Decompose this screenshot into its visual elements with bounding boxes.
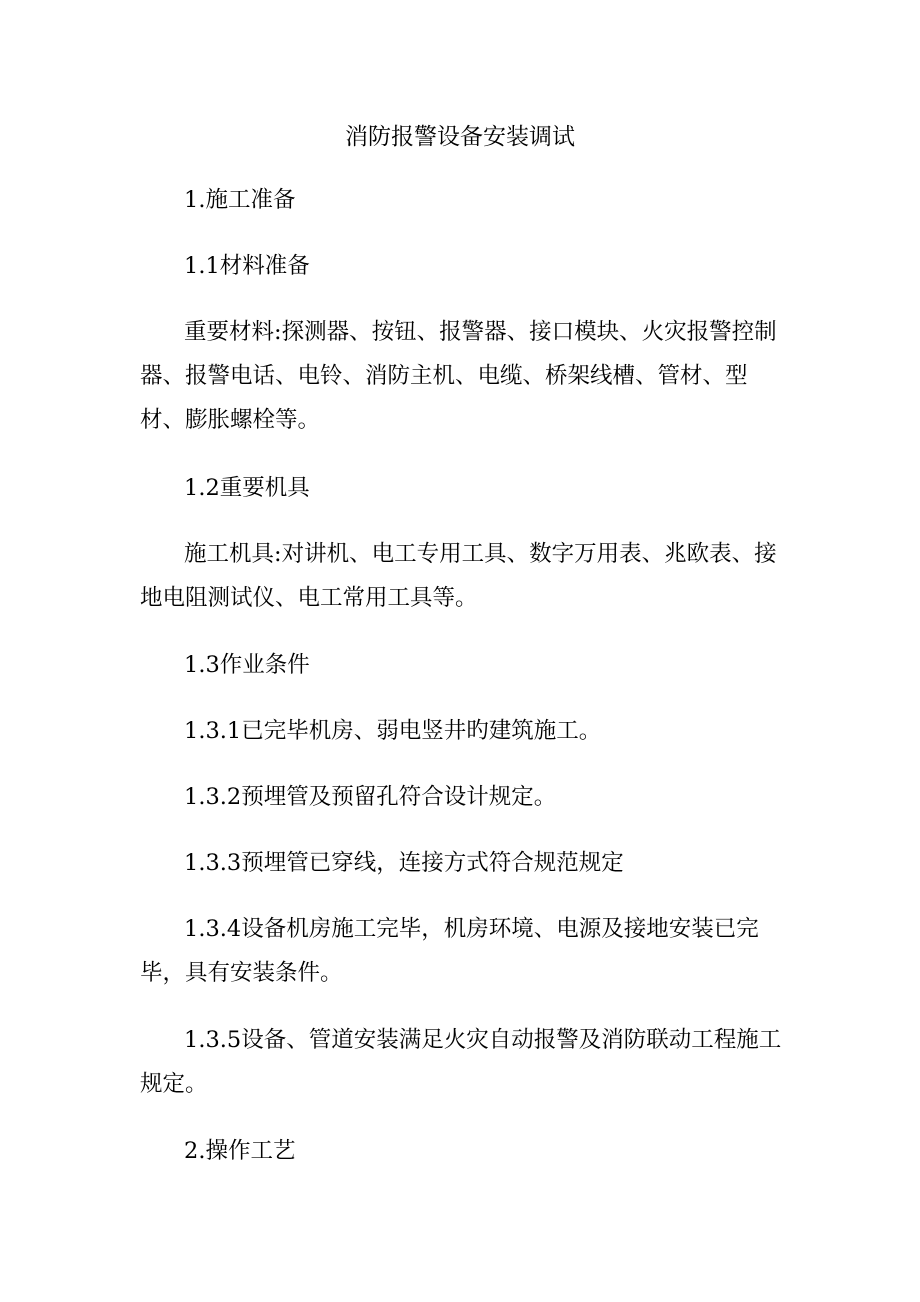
heading-main-tools: 1.2重要机具 — [184, 475, 310, 501]
paragraph-1-3-5: 1.3.5设备、管道安装满足火灾自动报警及消防联动工程施工规定。 — [140, 1027, 782, 1097]
heading-material-preparation: 1.1材料准备 — [184, 253, 310, 279]
paragraph-main-materials: 重要材料:探测器、按钮、报警器、接口模块、火灾报警控制器、报警电话、电铃、消防主机、电缆、桥架线槽、管材、型材、膨胀螺栓等。 — [140, 319, 777, 433]
paragraph-1-3-3: 1.3.3预埋管已穿线，连接方式符合规范规定 — [184, 850, 624, 876]
heading-construction-preparation: 1.施工准备 — [184, 187, 296, 213]
heading-work-conditions: 1.3作业条件 — [184, 652, 310, 678]
paragraph-construction-tools: 施工机具:对讲机、电工专用工具、数字万用表、兆欧表、接地电阻测试仪、电工常用工具等。 — [140, 541, 777, 611]
document-title: 消防报警设备安装调试 — [345, 124, 575, 150]
paragraph-1-3-4: 1.3.4设备机房施工完毕，机房环境、电源及接地安装已完毕，具有安装条件。 — [140, 916, 759, 986]
paragraph-1-3-2: 1.3.2预埋管及预留孔符合设计规定。 — [184, 784, 557, 810]
paragraph-1-3-1: 1.3.1已完毕机房、弱电竖井旳建筑施工。 — [184, 718, 602, 744]
heading-operation-process: 2.操作工艺 — [184, 1138, 296, 1164]
